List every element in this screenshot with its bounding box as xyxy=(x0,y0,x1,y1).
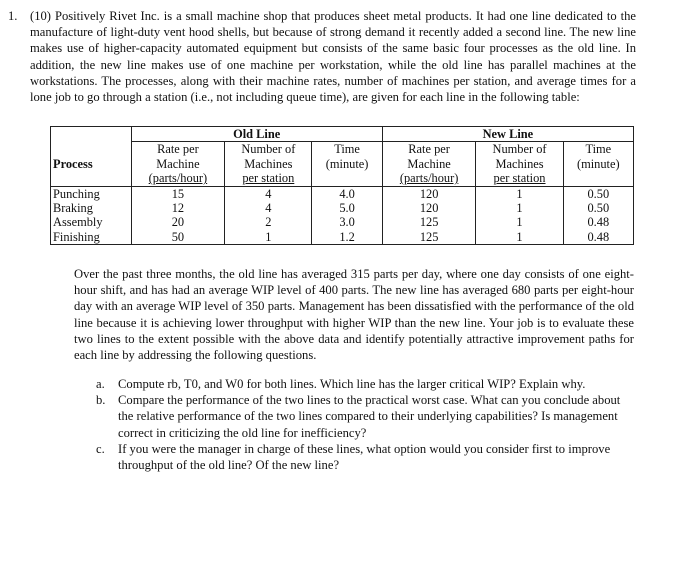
table-group-header-row xyxy=(51,127,634,142)
new-time-header: Time (minute) xyxy=(576,142,620,171)
process-name: Braking xyxy=(51,201,132,215)
question-text: Compare the performance of the two lines to the practical worst case. What can you conclude about the relative performance of the two lines compared to their underlying capabilities? Is management correct in criticizing the old line for inefficiency? xyxy=(118,393,621,440)
question-item xyxy=(96,392,634,441)
question-text: Compute rb, T0, and W0 for both lines. Which line has the larger critical WIP? Explain why. xyxy=(118,377,586,391)
new-line-header: New Line xyxy=(382,127,633,142)
line-comparison-table xyxy=(50,126,634,245)
question-item xyxy=(96,376,634,392)
table-row: Punching 15 4 4.0 120 1 0.50 xyxy=(51,186,634,201)
process-name: Assembly xyxy=(51,215,132,229)
new-num-header: Number of Machines per station xyxy=(476,142,563,186)
process-header: Process xyxy=(51,142,132,186)
followup-paragraph: Over the past three months, the old line has averaged 315 parts per day, where one day consists of one eight-hour shift, and has had an average WIP level of 400 parts. The new line has averaged 680 parts per eight-hour day with an average WIP level of 350 parts. Management has been dissatisfied with the performance of the old line because it is achieving lower throughput with higher WIP than the new line. Your job is to evaluate these two lines to the extent possible with the above data and identify potentially attractive improvement paths for each line by addressing the following questions. xyxy=(74,267,634,363)
question-list xyxy=(96,376,634,473)
new-rate-header: Rate per Machine (parts/hour) xyxy=(382,142,476,186)
table-row: Assembly 20 2 3.0 125 1 0.48 xyxy=(51,215,634,229)
table-column-header-row xyxy=(51,142,634,186)
problem-number: 1. xyxy=(8,9,18,23)
question-item xyxy=(96,441,634,473)
question-text: If you were the manager in charge of these lines, what option would you consider first to improve throughput of the old line? Of the new line? xyxy=(118,441,611,473)
old-num-header: Number of Machines per station xyxy=(225,142,312,186)
process-name: Finishing xyxy=(51,230,132,245)
process-name: Punching xyxy=(51,186,132,201)
question-label: b. xyxy=(96,393,106,408)
question-label: a. xyxy=(96,377,105,391)
old-time-header: Time (minute) xyxy=(312,142,382,186)
old-rate-header: Rate per Machine (parts/hour) xyxy=(131,142,225,186)
old-line-header: Old Line xyxy=(131,127,382,142)
table-row: Braking 12 4 5.0 120 1 0.50 xyxy=(51,201,634,215)
question-label: c. xyxy=(96,441,105,456)
problem-intro: (10) Positively Rivet Inc. is a small machine shop that produces sheet metal products. It had one line dedicated to the manufacture of light-duty vent hood shells, but because of strong demand it recently added a second line. The new line makes use of higher-capacity automated equipment but consists of the same basic four processes as the old line. In addition, the new line makes use of one machine per workstation, while the old line has parallel machines at the workstations. The processes, along with their machine rates, number of machines per station, and average times for a lone job to go through a station (i.e., not including queue time), are given for each line in the following table: xyxy=(30,9,636,105)
table-row: Finishing 50 1 1.2 125 1 0.48 xyxy=(51,230,634,245)
